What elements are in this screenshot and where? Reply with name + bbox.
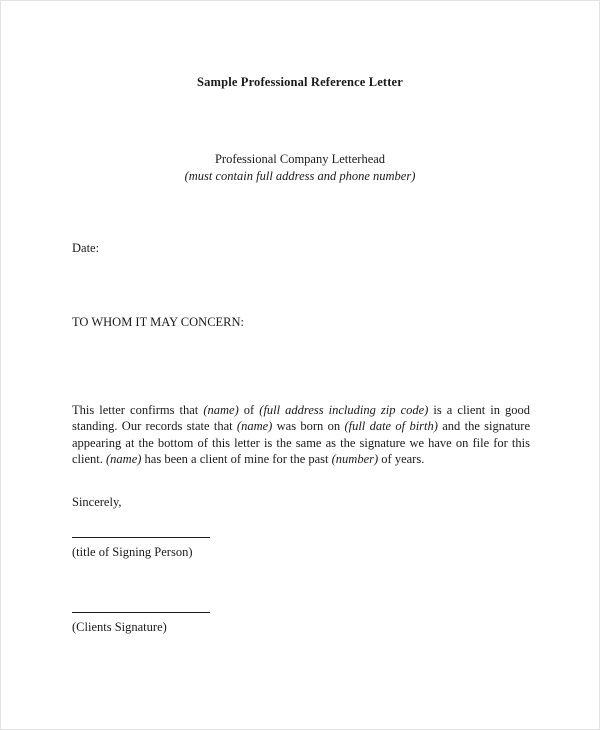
- page-title: Sample Professional Reference Letter: [197, 75, 403, 89]
- body-segment-3: is a client in good standing. Our records state that: [72, 402, 531, 433]
- placeholder-name-3: (name): [106, 452, 142, 466]
- placeholder-name-2: (name): [236, 419, 273, 433]
- body-segment-5: and the signature appearing at the bottom of this letter is the same as the signature we have on file for this client.: [72, 419, 530, 466]
- letterhead-block: [1, 151, 599, 185]
- body-segment-6: has been a client of mine for the past: [141, 452, 332, 466]
- letterhead-instruction-line: (must contain full address and phone number): [184, 169, 416, 183]
- signature-caption-title: (title of Signing Person): [72, 545, 193, 559]
- salutation-line: TO WHOM IT MAY CONCERN:: [72, 315, 245, 329]
- placeholder-full-address: (full address including zip code): [259, 402, 429, 417]
- signature-line-rule: [72, 537, 210, 538]
- body-segment-1: This letter confirms that: [72, 402, 204, 417]
- date-label: Date:: [72, 241, 100, 255]
- body-segment-7: of years.: [378, 452, 425, 466]
- signature-block-title: [72, 537, 210, 561]
- signature-block-client: [72, 612, 210, 636]
- placeholder-name-1: (name): [203, 402, 239, 417]
- letterhead-company-line: Professional Company Letterhead: [214, 152, 386, 166]
- signature-caption-client: (Clients Signature): [72, 620, 167, 634]
- body-paragraph: [72, 402, 530, 468]
- signature-line-rule: [72, 612, 210, 613]
- body-segment-4: was born on: [272, 419, 345, 433]
- placeholder-number: (number): [331, 452, 379, 466]
- body-segment-2: of: [238, 402, 260, 417]
- placeholder-date-of-birth: (full date of birth): [344, 419, 438, 433]
- closing-line: Sincerely,: [72, 495, 122, 509]
